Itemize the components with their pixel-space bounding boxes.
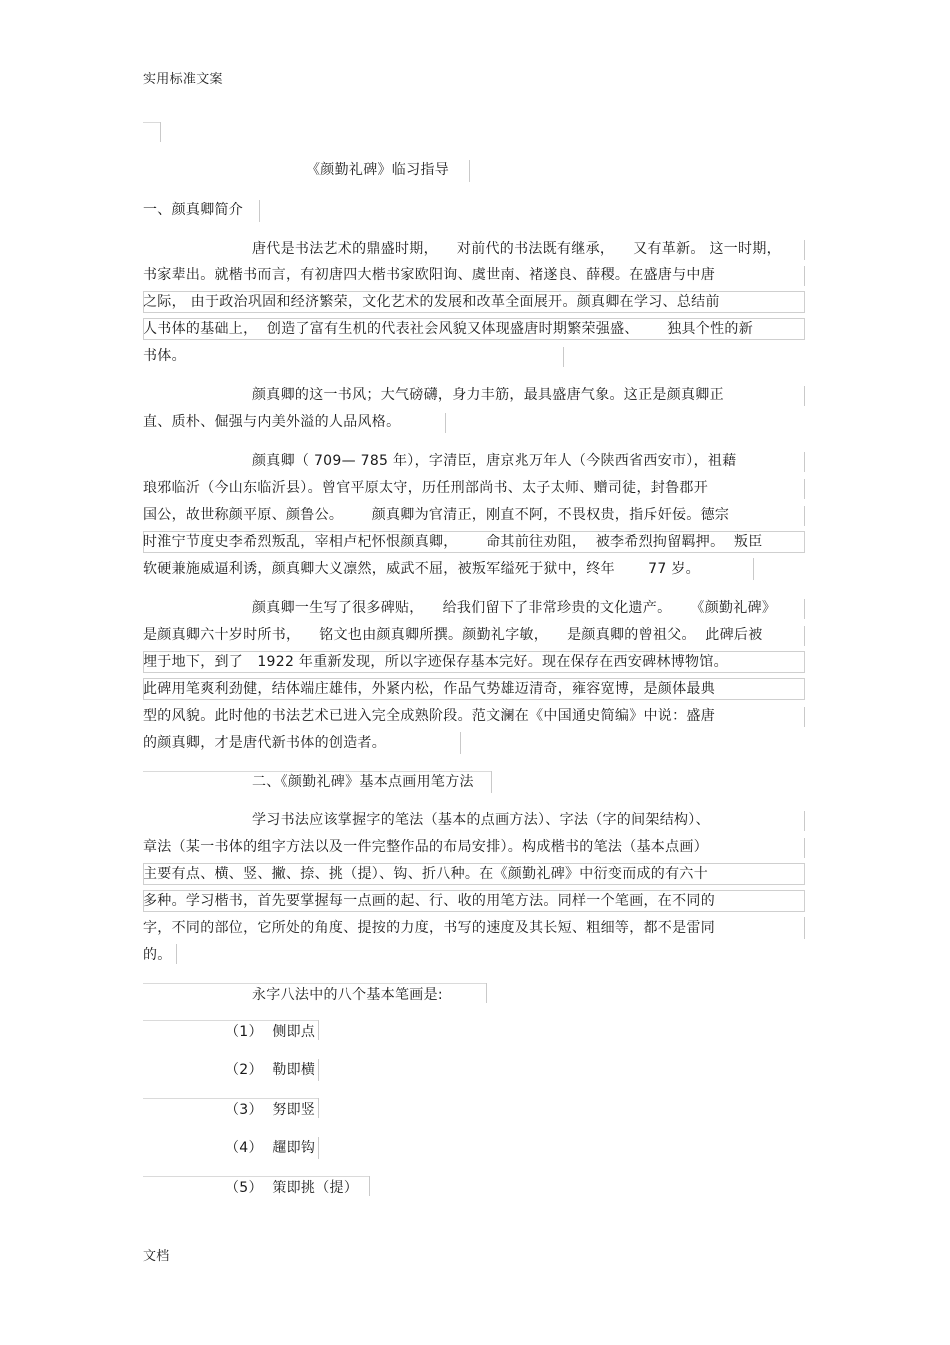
running-footer: 文档 (143, 1249, 170, 1264)
text-line: 字，不同的部位，它所处的角度、提按的力度，书写的速度及其长短、粗细等，都不是雷同 (143, 920, 715, 936)
stroke-item (225, 1179, 358, 1197)
running-header: 实用标准文案 (143, 72, 223, 87)
eight-strokes-intro: 永字八法中的八个基本笔画是: (252, 987, 443, 1003)
text-line: 学习书法应该掌握字的笔法（基本的点画方法）、字法（字的间架结构）、 (252, 812, 710, 828)
section-heading-2: 二、《颜勤礼碑》基本点画用笔方法 (252, 774, 474, 790)
section-heading-1: 一、颜真卿简介 (143, 202, 244, 218)
text-line: 国公，故世称颜平原、颜鲁公。 颜真卿为官清正，刚直不阿，不畏权贵，指斥奸佞。德宗 (143, 507, 730, 523)
text-line: 的颜真卿，才是唐代新书体的创造者。 (143, 735, 387, 751)
stroke-item (225, 1061, 315, 1079)
text-line: 直、质朴、倔强与内美外溢的人品风格。 (143, 414, 401, 430)
stroke-label: 趯即钩 (272, 1140, 316, 1156)
text-line: 章法（某一书体的组字方法以及一件完整作品的布局安排）。构成楷书的笔法（基本点画） (143, 839, 708, 855)
stroke-label: 努即竖 (272, 1102, 316, 1118)
text-line: 书家辈出。就楷书而言，有初唐四大楷书家欧阳询、虞世南、褚遂良、薛稷。在盛唐与中唐 (143, 267, 715, 283)
stroke-number: （5） (225, 1180, 263, 1196)
stroke-label: 侧即点 (272, 1024, 316, 1040)
stroke-label: 勒即横 (272, 1062, 316, 1078)
text-line: 颜真卿一生写了很多碑贴， 给我们留下了非常珍贵的文化遗产。 《颜勤礼碑》 (252, 600, 777, 616)
text-line: 埋于地下，到了 1922 年重新发现，所以字迹保存基本完好。现在保存在西安碑林博物馆。 (143, 654, 728, 670)
text-line: 型的风貌。此时他的书法艺术已进入完全成熟阶段。范文澜在《中国通史简编》中说：盛唐 (143, 708, 715, 724)
stroke-number: （4） (225, 1140, 263, 1156)
text-line: 颜真卿的这一书风；大气磅礴，身力丰筋，最具盛唐气象。这正是颜真卿正 (252, 387, 724, 403)
text-line: 此碑用笔爽利劲健，结体端庄雄伟，外紧内松，作品气势雄迈清奇，雍容宽博，是颜体最典 (143, 681, 715, 697)
stroke-number: （3） (225, 1102, 263, 1118)
text-line: 颜真卿（ 709— 785 年），字清臣，唐京兆万年人（今陕西省西安市），祖藉 (252, 453, 737, 469)
corner-mark-h (143, 122, 160, 123)
stroke-item (225, 1023, 315, 1041)
text-line: 人书体的基础上， 创造了富有生机的代表社会风貌又体现盛唐时期繁荣强盛、 独具个性的新 (143, 321, 753, 337)
text-line: 之际， 由于政治巩固和经济繁荣，文化艺术的发展和改革全面展开。颜真卿在学习、总结前 (143, 294, 720, 310)
text-line: 是颜真卿六十岁时所书， 铭文也由颜真卿所撰。颜勤礼字敏， 是颜真卿的曾祖父。 此碑后被 (143, 627, 763, 643)
stroke-item (225, 1101, 315, 1119)
text-line: 时淮宁节度史李希烈叛乱，宰相卢杞怀恨颜真卿， 命其前往劝阻， 被李希烈拘留羁押。 叛臣 (143, 534, 763, 550)
text-line: 琅邪临沂（今山东临沂县）。曾官平原太守，历任刑部尚书、太子太师、赠司徒，封鲁郡开 (143, 480, 708, 496)
text-line: 主要有点、横、竖、撇、捺、挑（提）、钩、折八种。在《颜勤礼碑》中衍变而成的有六十 (143, 866, 708, 882)
stroke-label: 策即挑（提） (272, 1180, 359, 1196)
text-line: 软硬兼施威逼利诱，颜真卿大义凛然，威武不屈，被叛军缢死于狱中，终年 77 岁。 (143, 561, 700, 577)
stroke-item (225, 1139, 315, 1157)
corner-mark-v (160, 122, 161, 142)
text-line: 唐代是书法艺术的鼎盛时期， 对前代的书法既有继承， 又有革新。 这一时期， (252, 241, 781, 257)
document-title: 《颜勤礼碑》临习指导 (306, 162, 449, 178)
stroke-number: （2） (225, 1062, 263, 1078)
text-line: 的。 (143, 947, 172, 963)
text-line: 多种。学习楷书，首先要掌握每一点画的起、行、收的用笔方法。同样一个笔画，在不同的 (143, 893, 715, 909)
stroke-number: （1） (225, 1024, 263, 1040)
text-line: 书体。 (143, 348, 186, 364)
